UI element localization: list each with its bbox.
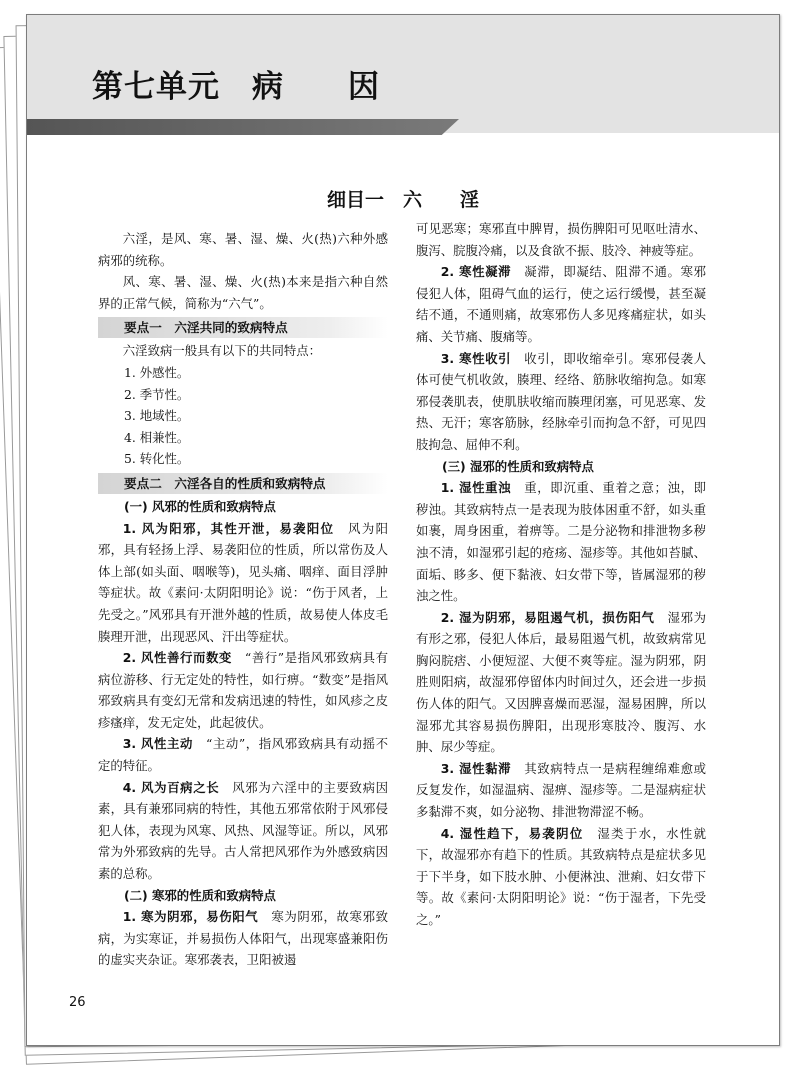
list-item: 3. 地域性。 <box>124 408 190 424</box>
item-lead: 1. 风为阳邪，其性开泄，易袭阳位 <box>122 520 335 536</box>
item-lead: 1. 湿性重浊 <box>440 480 512 496</box>
right-column <box>416 218 706 931</box>
list-item: 1. 外感性。 <box>124 364 190 380</box>
page-number: 26 <box>69 995 86 1010</box>
list-item: 5. 转化性。 <box>124 451 190 467</box>
paragraph <box>416 758 706 823</box>
list-item: 4. 相兼性。 <box>124 429 190 445</box>
item-lead: 1. 寒为阴邪，易伤阳气 <box>122 909 259 925</box>
item-text: 风为阳邪，具有轻扬上浮、易袭阳位的性质，所以常伤及人体上部(如头面、咽喉等)，见头痛、咽痒、面目浮肿等症状。故《素问·太阴阳明论》说：“伤于风者，上先受之。”风邪具有开泄外越的性质，故易使人体皮毛腠理开泄，出现恶风、汗出等症状。 <box>98 520 388 644</box>
item-lead: 4. 湿性趋下，易袭阴位 <box>440 825 584 841</box>
header-stripe <box>27 119 459 135</box>
paragraph <box>98 647 388 733</box>
item-lead: 4. 风为百病之长 <box>122 779 220 795</box>
section-subheading: (三) 湿邪的性质和致病特点 <box>442 458 594 474</box>
paragraph: 可见恶寒；寒邪直中脾胃，损伤脾阳可见呕吐清水、腹泻、脘腹冷痛，以及食欲不振、肢冷、神疲等症。 <box>416 221 706 258</box>
paragraph <box>416 477 706 607</box>
keypoint-heading: 要点二 六淫各自的性质和致病特点 <box>98 473 388 494</box>
paragraph: 六淫，是风、寒、暑、湿、燥、火(热)六种外感病邪的统称。 <box>98 231 388 268</box>
paragraph <box>416 261 706 347</box>
section-subheading: (一) 风邪的性质和致病特点 <box>124 498 276 514</box>
book-page <box>26 14 780 1046</box>
paragraph <box>416 607 706 758</box>
item-text: 凝滞，即凝结、阻滞不通。寒邪侵犯人体，阻碍气血的运行，使之运行缓慢，甚至凝结不通，不通则痛，故寒邪伤人多见疼痛症状，如头痛、关节痛、腹痛等。 <box>416 264 706 344</box>
item-lead: 3. 寒性收引 <box>440 350 512 366</box>
paragraph <box>98 733 388 776</box>
section-subheading: (二) 寒邪的性质和致病特点 <box>124 887 276 903</box>
item-text: 风邪为六淫中的主要致病因素，具有兼邪同病的特性，其他五邪常依附于风邪侵犯人体，表现为风寒、风热、风湿等证。所以，风邪常为外邪致病的先导。古人常把风邪作为外感致病因素的总称。 <box>98 779 388 882</box>
paragraph: 六淫致病一般具有以下的共同特点： <box>122 343 322 359</box>
item-text: 湿邪为有形之邪，侵犯人体后，最易阻遏气机，故致病常见胸闷脘痞、小便短涩、大便不爽等症。湿为阴邪，阴胜则阳病，故湿邪停留体内时间过久，还会进一步损伤人体的阳气。又因脾喜燥而恶湿，湿易困脾，所以湿邪尤其容易损伤脾阳，出现形寒肢冷、腹泻、水肿、尿少等症。 <box>416 609 706 755</box>
paragraph <box>98 518 388 648</box>
paragraph <box>98 906 388 971</box>
item-text: 寒为阴邪，故寒邪致病，为实寒证，并易损伤人体阳气，出现寒盛兼阳伤的虚实夹杂证。寒邪袭表，卫阳被遏 <box>98 909 388 968</box>
unit-title: 第七单元 病 因 <box>92 69 380 105</box>
paragraph <box>98 777 388 885</box>
paragraph <box>416 348 706 456</box>
item-text: 收引，即收缩牵引。寒邪侵袭人体可使气机收敛，腠理、经络、筋脉收缩拘急。如寒邪侵袭肌表，使肌肤收缩而腠理闭塞，可见恶寒、发热、无汗；寒客筋脉，经脉牵引而拘急不舒，可见四肢拘急、屈伸不利。 <box>416 350 706 452</box>
item-lead: 2. 风性善行而数变 <box>122 650 232 666</box>
paragraph <box>416 823 706 931</box>
item-lead: 3. 风性主动 <box>122 736 193 752</box>
left-column <box>98 228 388 971</box>
item-lead: 3. 湿性黏滞 <box>440 760 512 776</box>
item-lead: 2. 寒性凝滞 <box>440 264 512 280</box>
item-lead: 2. 湿为阴邪，易阻遏气机，损伤阳气 <box>440 609 655 625</box>
item-text: “善行”是指风邪致病具有病位游移、行无定处的特性，如行痹。“数变”是指风邪致病具有变幻无常和发病迅速的特性，如风疹之皮疹瘙痒，发无定处，此起彼伏。 <box>98 650 388 730</box>
item-text: 湿类于水，水性就下，故湿邪亦有趋下的性质。其致病特点是症状多见于下半身，如下肢水肿、小便淋浊、泄痢、妇女带下等。故《素问·太阴阳明论》说：“伤于湿者，下先受之。” <box>416 825 706 927</box>
item-text: “主动”，指风邪致病具有动摇不定的特征。 <box>98 736 388 774</box>
keypoint-heading: 要点一 六淫共同的致病特点 <box>98 317 388 338</box>
item-text: 重，即沉重、重着之意；浊，即秽浊。其致病特点一是表现为肢体困重不舒，如头重如裹，周身困重，着痹等。二是分泌物和排泄物多秽浊不清，如湿邪引起的疮疡、湿疹等。其他如苔腻、面垢、眵多、便下黏液、妇女带下等，皆属湿邪的秽浊之性。 <box>416 480 706 604</box>
paragraph: 风、寒、暑、湿、燥、火(热)本来是指六种自然界的正常气候，简称为“六气”。 <box>98 274 388 311</box>
item-text: 其致病特点一是病程缠绵难愈或反复发作，如湿温病、湿痹、湿疹等。二是湿病症状多黏滞不爽，如分泌物、排泄物滞涩不畅。 <box>416 760 706 820</box>
list-item: 2. 季节性。 <box>124 386 190 402</box>
subject-title: 细目一 六 淫 <box>326 189 479 211</box>
